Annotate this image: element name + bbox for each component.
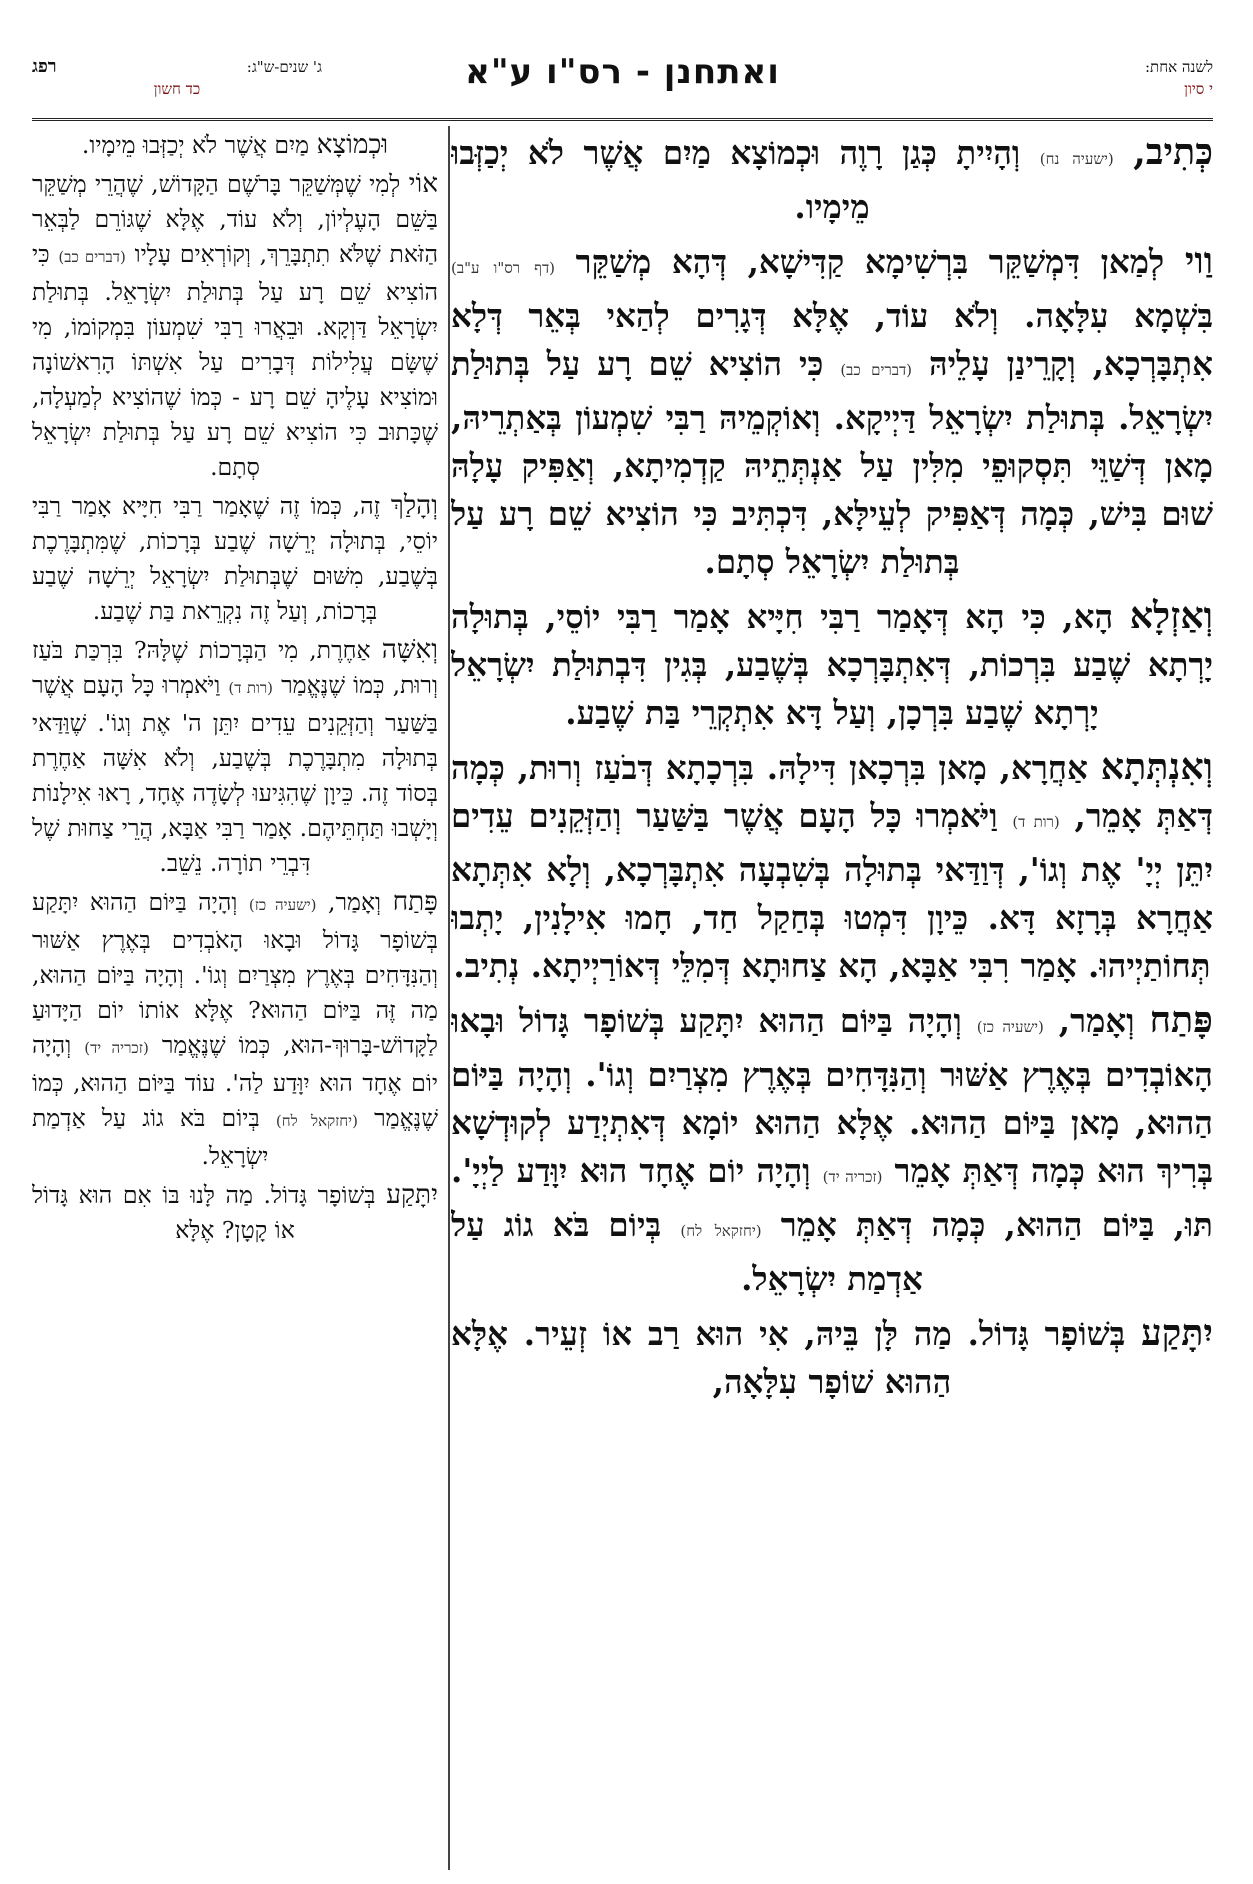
opening-word: אוֹי (408, 169, 438, 199)
translation-paragraph (32, 128, 438, 163)
source-reference: (ישעיה כז) (248, 896, 317, 914)
page-title: ואתחנן - רס"ו ע"א (465, 52, 780, 92)
opening-word: כְּתִיב, (1133, 130, 1213, 173)
paragraph-text: וְהָיָה יוֹם אֶחָד הוּא יִוָּדַע לַה'. עוֹד בַּיּוֹם הַהוּא, כְּמוֹ שֶׁנֶּאֱמַר (32, 1031, 438, 1132)
paragraph-text: וַיֹּאמְרוּ כָּל הָעָם אֲשֶׁר בַּשַּׁעַר וְהַזְּקֵנִים עֵדִים יִתֵּן יְיָ' אֶת וְגוֹ', דְּוַדַּאי בְּתוּלָה בְּשִׁבְעָה אִתְבָּרְכָא, וְלָא אִתְּתָא אַחֲרָא בְּרָזָא דָּא. כֵּיוָן דִּמְטוּ בְּחַקַל חַד, חָמוּ אִילָנִין, יָתְבוּ תְּחוֹתַיְיהוּ. אָמַר רִבִּי אַבָּא, הָא צַחוּתָא דְּמִלֵּי דְּאוֹרַיְיתָא. נְתִיב. (451, 796, 1213, 985)
paragraph-text: וְהָיָה בַּיּוֹם הַהוּא יִתָּקַע בְּשׁוֹפָר גָּדוֹל וּבָאוּ הָאֹבְדִים בְּאֶרֶץ אַשּׁוּר וְהַנִּדָּחִים בְּאֶרֶץ מִצְרַיִם וְגוֹ'. וְהָיָה בַּיּוֹם הַהוּא, מַה זֶּה בַּיּוֹם הַהוּא? אֶלָּא אוֹתוֹ יוֹם הַיָּדוּעַ לַקָּדוֹשׁ-בָּרוּךְ-הוּא, כְּמוֹ שֶׁנֶּאֱמַר (32, 888, 438, 1059)
paragraph-text: בְּשׁוֹפָר גָּדוֹל. מַה לָּן בֵּיהּ, אִי הוּא רַב אוֹ זְעֵיר. אֶלָּא הַהוּא שׁוֹפָר עִלָּאָה, (451, 1314, 1126, 1401)
main-paragraph (451, 1309, 1213, 1406)
opening-word: וְאַזְלָא (1129, 594, 1213, 637)
paragraph-text: זֶה, כְּמוֹ זֶה שֶׁאָמַר רַבִּי חִיָּיא אָמַר רַבִּי יוֹסֵי, בְּתוּלָה יְרֵשָׁה שֶׁבַע בְּרָכוֹת, שֶׁמִּתְבָּרֶכֶת בְּשֶׁבַע, מִשּׁוּם שֶׁבְּתוּלַת יִשְׂרָאֵל יְרֵשָׁה שֶׁבַע בְּרָכוֹת, וְעַל זֶה נִקְרֵאת בַּת שֶׁבַע. (32, 492, 438, 625)
paragraph-text: כִּי הוֹצִיא שֵׁם רָע עַל בְּתוּלַת יִשְׂרָאֵל. בְּתוּלַת יִשְׂרָאֵל דַּיְיקָא. וְאוֹקְמֵיהּ רַבִּי שִׁמְעוֹן בְּאַתְרֵיהּ, מָאן דְּשַׁוֵּי תִּסְקוּפֵי מִלִּין עַל אַנְתְּתֵיהּ קַדְמִיתָא, וְאַפִּיק עָלָהּ שׁוּם בִּישׁ, כְּמָה דְּאַפִּיק לְעֵילָּא, דִּכְתִּיב כִּי הוֹצִיא שֵׁם רָע עַל בְּתוּלַת יִשְׂרָאֵל סְתָם. (451, 344, 1213, 581)
paragraph-text: וְאָמַר, (328, 888, 382, 916)
column-divider (448, 126, 450, 1870)
source-reference: (ישעיה נח) (1039, 150, 1114, 168)
paragraph-text: אַחֶרֶת, מִי הַבְּרָכוֹת שֶׁלָּהּ? בִּרְכַּת בֹּעַז וְרוּת, כְּמוֹ שֶׁנֶּאֱמַר (32, 636, 438, 699)
source-reference: (דברים כב) (58, 248, 126, 266)
header-rule (32, 118, 1213, 121)
three-year-label: ג' שנים-ש"ג: (246, 58, 322, 76)
opening-word: יִתָּקַע (1141, 1311, 1213, 1354)
paragraph-text: וְאָמַר, (1058, 1001, 1135, 1040)
opening-word: וְאִשָּׁה (381, 635, 438, 665)
paragraph-text: כִּי הוֹצִיא שֵׁם רָע עַל בְּתוּלַת יִשְׂרָאֵל. בְּתוּלַת יִשְׂרָאֵל דַּוְקָא. וּבֵאֲרוּ רַבִּי שִׁמְעוֹן בִּמְקוֹמוֹ, מִי שֶׁשָּׂם עֲלִילוֹת דְּבָרִים עַל אִשְׁתּוֹ הָרִאשׁוֹנָה וּמוֹצִיא עָלֶיהָ שֵׁם רָע - כְּמוֹ שֶׁהוֹצִיא לְמַעְלָה, שֶׁכָּתוּב כִּי הוֹצִיא שֵׁם רָע עַל בְּתוּלַת יִשְׂרָאֵל סְתָם. (32, 240, 438, 481)
opening-word: וְאִנְתְּתָא (1100, 745, 1213, 788)
one-year-label: לשנה אחת: (1145, 58, 1213, 76)
paragraph-text: וְהָיָה בַּיּוֹם הַהוּא יִתָּקַע בְּשׁוֹפָר גָּדוֹל וּבָאוּ הָאוֹבְדִים בְּאֶרֶץ אַשּׁוּר וְהַנִּדָּחִים בְּאֶרֶץ מִצְרַיִם וְגוֹ'. וְהָיָה בַּיּוֹם הַהוּא, מָאן בַּיּוֹם הַהוּא. אֶלָּא הַהוּא יוֹמָא דְּאִתְיְדַע לְקוּדְשָׁא בְּרִיךְ הוּא כְּמָה דְּאַתְּ אָמֵר (451, 1001, 1213, 1190)
translation-paragraph (32, 489, 438, 629)
translation-paragraph (32, 1178, 438, 1248)
source-reference: (רות ד) (228, 679, 274, 697)
translation-paragraph (32, 885, 438, 1174)
opening-word: וּכְמוֹצָא (316, 130, 389, 160)
source-reference: (ישעיה כז) (976, 1018, 1044, 1036)
opening-word: וַוי (1184, 239, 1213, 282)
paragraph-text: בְּשׁוֹפָר גָּדוֹל. מַה לָּנוּ בּוֹ אִם הוּא גָּדוֹל אוֹ קָטָן? אֶלָּא (32, 1181, 376, 1244)
opening-word: יִתָּקַע (386, 1180, 438, 1210)
paragraph-text: מַיִם אֲשֶׁר לֹא יְכַזְּבוּ מֵימָיו. (81, 131, 310, 159)
paragraph-text: בְּיוֹם בֹּא גוֹג עַל אַדְמַת יִשְׂרָאֵל. (451, 1205, 923, 1298)
source-reference: (יחזקאל לח) (680, 1222, 762, 1240)
paragraph-text: וַיֹּאמְרוּ כָּל הָעָם אֲשֶׁר בַּשַּׁעַר וְהַזְּקֵנִים עֵדִים יִתֵּן ה' אֶת וְגוֹ'. שֶׁוַּדַּאי בְּתוּלָה מִתְבָּרֶכֶת בְּשֶׁבַע, וְלֹא אִשָּׁה אַחֶרֶת בְּסוֹד זֶה. כֵּיוָן שֶׁהִגִּיעוּ לְשָׂדֶה אֶחָד, רָאוּ אִילָנוֹת וְיָשְׁבוּ תַּחְתֵּיהֶם. אָמַר רַבִּי אַבָּא, הֲרֵי צַחוּת שֶׁל דִּבְרֵי תוֹרָה. נֵשֵׁב. (32, 671, 438, 877)
main-text-column (451, 128, 1213, 1868)
main-paragraph (451, 592, 1213, 737)
source-reference: (דף רס"ו ע"ב) (451, 259, 556, 277)
paragraph-text: וְהָיָה יוֹם אֶחָד הוּא יִוָּדַע לַיְיָ'. תּוּ, בַּיּוֹם הַהוּא, כְּמָה דְּאַתְּ אָמֵר (451, 1151, 1213, 1244)
opening-word: פָּתַח (392, 887, 438, 917)
paragraph-text: וְהָיִיתָ כְּגַן רָוֶה וּכְמוֹצָא מַיִם אֲשֶׁר לֹא יְכַזְּבוּ מֵימָיו. (451, 133, 1021, 226)
three-year-cycle (32, 56, 322, 100)
paragraph-text: בִּשְׁמָא עִלָּאָה. וְלֹא עוֹד, אֶלָּא דְּגָרִים לְהַאי בְּאֵר דְּלָא אִתְבָּרְכָא, וְקָרֵינַן עָלֵיהּ (451, 296, 1213, 383)
source-reference: (יחזקאל לח) (275, 1112, 358, 1130)
one-year-date: י סיון (1184, 80, 1213, 98)
page-header (32, 52, 1213, 122)
translation-paragraph (32, 633, 438, 881)
paragraph-text: אַחֲרָא, מָאן בִּרְכָאן דִּילָהּ. בִּרְכָתָא דְּבֹעַז וְרוּת, כְּמָה דְּאַתְּ אָמֵר, (451, 748, 1213, 835)
source-reference: (זכריה יד) (822, 1168, 883, 1186)
three-year-date: כד חשון (153, 80, 201, 98)
paragraph-text: הָא, כִּי הָא דְּאָמַר רַבִּי חִיָּיא אָמַר רַבִּי יוֹסֵי, בְּתוּלָה יָרְתָא שֶׁבַע בִּרְכוֹת, דְּאִתְבָּרְכָא בְּשֶׁבַע, בְּגִין דִּבְתוּלַת יִשְׂרָאֵל יָרְתָא שֶׁבַע בִּרְכָן, וְעַל דָּא אִתְקְרֵי בַּת שֶׁבַע. (451, 597, 1213, 732)
source-reference: (רות ד) (1012, 813, 1060, 831)
translation-column (32, 128, 438, 1868)
page-number: רפג (32, 56, 57, 77)
source-reference: (זכריה יד) (84, 1039, 149, 1057)
main-paragraph (451, 237, 1213, 586)
main-paragraph (451, 128, 1213, 231)
paragraph-text: לְמַאן דִּמְשַׁקֵּר בִּרְשִׁימָא קַדִּישָׁא, דְּהָא מְשַׁקֵּר (575, 242, 1165, 281)
opening-word: וְהָלַךְ (390, 491, 438, 521)
paragraph-text: לְמִי שֶׁמְּשַׁקֵּר בָּרֹשֶׁם הַקָּדוֹשׁ, שֶׁהֲרֵי מְשַׁקֵּר בַּשֵּׁם הָעֶלְיוֹן, וְלֹא עוֹד, אֶלָּא שֶׁגּוֹרֵם לַבְּאֵר הַזֹּאת שֶׁלֹּא תִתְבָּרֵךְ, וְקוֹרְאִים עָלָיו (32, 170, 438, 268)
translation-paragraph (32, 167, 438, 485)
source-reference: (דברים כב) (840, 361, 913, 379)
main-paragraph (451, 743, 1213, 990)
opening-word: פָּתַח (1149, 998, 1213, 1041)
main-paragraph (451, 996, 1213, 1303)
paragraph-text: בְּיוֹם בֹּא גוֹג עַל אַדְמַת יִשְׂרָאֵל. (32, 1104, 269, 1170)
